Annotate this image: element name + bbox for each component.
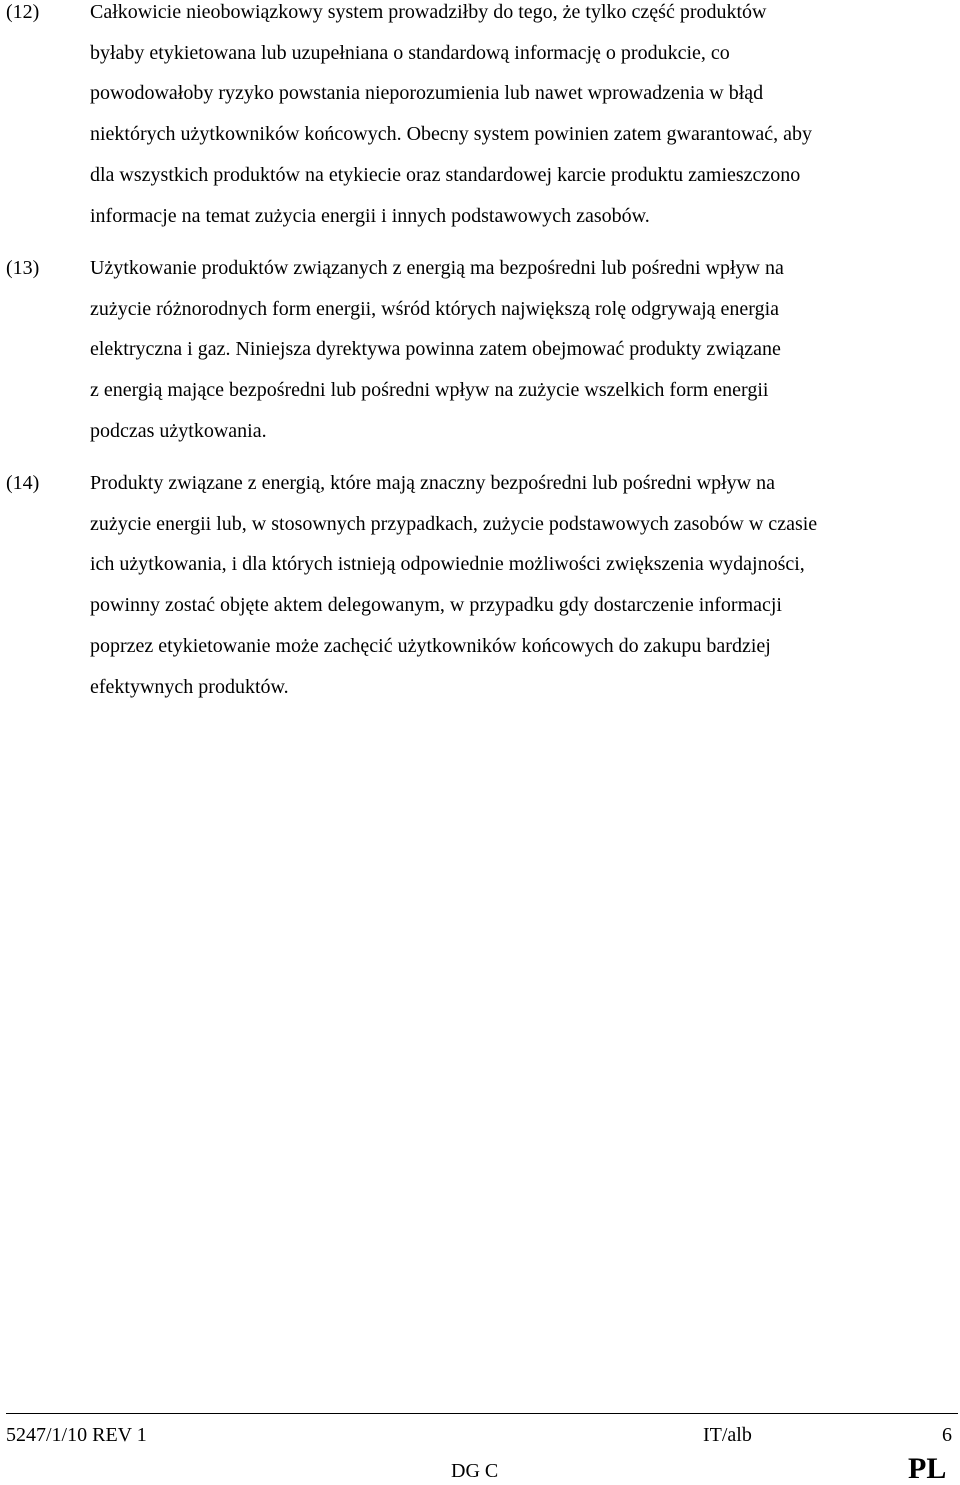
paragraph-number: (12) bbox=[6, 1, 40, 23]
text-line: byłaby etykietowana lub uzupełniana o standardową informację o produkcie, co bbox=[90, 41, 730, 64]
text-line: elektryczna i gaz. Niniejsza dyrektywa powinna zatem obejmować produkty związane bbox=[90, 338, 781, 361]
text-line: informacje na temat zużycia energii i innych podstawowych zasobów. bbox=[90, 204, 650, 227]
text-line: zużycie różnorodnych form energii, wśród których największą rolę odgrywają energia bbox=[90, 297, 780, 320]
language-code: PL bbox=[908, 1452, 947, 1485]
paragraph-text bbox=[90, 0, 942, 236]
document-reference: 5247/1/10 REV 1 bbox=[6, 1424, 147, 1446]
page-number: 6 bbox=[942, 1424, 952, 1446]
text-line: Produkty związane z energią, które mają znaczny bezpośredni lub pośredni wpływ na bbox=[90, 472, 775, 494]
text-line: dla wszystkich produktów na etykiecie oraz standardowej karcie produktu zamieszczono bbox=[90, 163, 801, 186]
footer-divider bbox=[6, 1413, 958, 1414]
paragraph-number: (13) bbox=[6, 257, 40, 279]
text-line: niektórych użytkowników końcowych. Obecny system powinien zatem gwarantować, aby bbox=[90, 123, 813, 146]
paragraph-text bbox=[90, 248, 942, 452]
text-line: powinny zostać objęte aktem delegowanym, w przypadku gdy dostarczenie informacji bbox=[90, 594, 782, 617]
paragraph-text bbox=[90, 463, 942, 707]
department-reference: IT/alb bbox=[703, 1424, 752, 1446]
text-line: efektywnych produktów. bbox=[90, 675, 289, 698]
text-line: poprzez etykietowanie może zachęcić użytkowników końcowych do zakupu bardziej bbox=[90, 634, 771, 657]
text-line: z energią mające bezpośredni lub pośredni wpływ na zużycie wszelkich form energii bbox=[90, 379, 769, 402]
directorate-general: DG C bbox=[451, 1460, 499, 1482]
text-line: podczas użytkowania. bbox=[90, 419, 267, 442]
text-line: Użytkowanie produktów związanych z energią ma bezpośredni lub pośredni wpływ na bbox=[90, 257, 784, 279]
text-line: ich użytkowania, i dla których istnieją odpowiednie możliwości zwiększenia wydajności, bbox=[90, 553, 805, 576]
paragraph-number: (14) bbox=[6, 472, 40, 494]
text-line: zużycie energii lub, w stosownych przypadkach, zużycie podstawowych zasobów w czasie bbox=[90, 512, 818, 535]
text-line: Całkowicie nieobowiązkowy system prowadziłby do tego, że tylko część produktów bbox=[90, 1, 767, 23]
text-line: powodowałoby ryzyko powstania nieporozumienia lub nawet wprowadzenia w błąd bbox=[90, 82, 764, 105]
